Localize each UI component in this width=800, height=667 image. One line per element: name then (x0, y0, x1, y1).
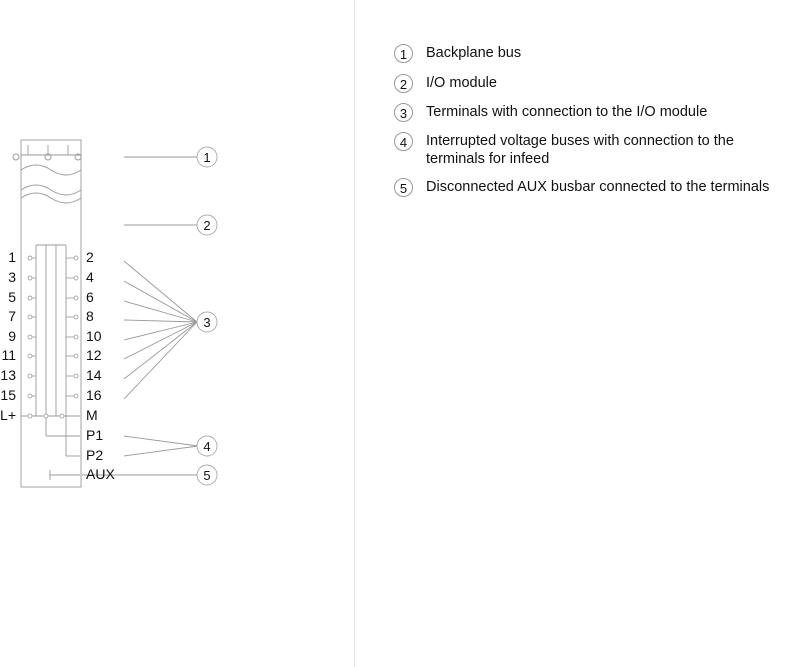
terminal-label-left: 11 (1, 347, 16, 363)
terminal-label-left: 5 (8, 289, 16, 305)
leader-3 (124, 281, 197, 322)
backplane-wave-top (21, 165, 81, 175)
callout-5-label: 5 (203, 468, 211, 483)
leader-3 (124, 261, 197, 322)
callout-1-label: 1 (203, 150, 211, 165)
terminal-label-left: 1 (8, 249, 16, 265)
leader-3 (124, 322, 197, 399)
terminal-marker (28, 354, 32, 358)
bus-junction (60, 414, 64, 418)
callout-5 (197, 465, 217, 485)
terminal-marker (28, 256, 32, 260)
terminal-marker (74, 256, 78, 260)
legend-number: 1 (394, 44, 413, 63)
terminal-marker (28, 315, 32, 319)
terminal-label-right: P1 (86, 427, 104, 443)
legend-item-1 (394, 44, 800, 63)
module-housing (21, 140, 81, 487)
leader-4 (124, 436, 198, 446)
legend-text: I/O module (426, 75, 497, 91)
terminal-label-right: P2 (86, 447, 104, 463)
legend-item-3 (394, 103, 800, 122)
leader-4 (124, 446, 198, 456)
terminal-marker (28, 276, 32, 280)
terminal-label-right: AUX (86, 466, 115, 482)
terminal-label-right: 14 (86, 367, 102, 383)
callout-4 (197, 436, 217, 456)
leader-3 (124, 301, 197, 322)
terminal-marker (74, 296, 78, 300)
leader-3 (124, 320, 197, 322)
terminal-marker (74, 394, 78, 398)
terminal-marker (74, 276, 78, 280)
terminal-label-right: 12 (86, 347, 102, 363)
terminal-label-left: 7 (8, 308, 16, 324)
terminal-marker (74, 335, 78, 339)
bus-junction (44, 414, 48, 418)
terminal-marker (74, 354, 78, 358)
callout-1 (197, 147, 217, 167)
legend-text: Disconnected AUX busbar connected to the terminals (426, 179, 770, 195)
legend-number: 2 (394, 74, 413, 93)
callout-3-label: 3 (203, 315, 211, 330)
terminal-marker (28, 335, 32, 339)
terminal-label-left: L+ (0, 407, 16, 423)
callout-4-label: 4 (203, 439, 211, 454)
terminal-label-left: 9 (8, 328, 16, 344)
terminal-marker (28, 296, 32, 300)
callout-3 (197, 312, 217, 332)
backplane-pin (13, 154, 19, 160)
legend-item-5 (394, 178, 800, 197)
legend-item-4 (394, 132, 786, 168)
callout-2 (197, 215, 217, 235)
leader-3 (124, 322, 197, 359)
terminal-label-left: 15 (0, 387, 16, 403)
legend-number: 5 (394, 178, 413, 197)
module-diagram (0, 0, 354, 667)
legend-item-2 (394, 74, 800, 93)
terminal-label-right: 10 (86, 328, 102, 344)
legend-text: Interrupted voltage buses with connection to the terminals for infeed (426, 133, 734, 167)
bus-junction (28, 414, 32, 418)
terminal-label-right: 2 (86, 249, 94, 265)
terminal-marker (28, 374, 32, 378)
callout-2-label: 2 (203, 218, 211, 233)
terminal-label-right: M (86, 407, 98, 423)
terminal-label-right: 6 (86, 289, 94, 305)
terminal-label-left: 13 (0, 367, 16, 383)
legend-text: Backplane bus (426, 45, 522, 61)
terminal-label-left: 3 (8, 269, 16, 285)
terminal-marker (28, 394, 32, 398)
legend-number: 4 (394, 132, 413, 151)
terminal-marker (74, 374, 78, 378)
legend-text: Terminals with connection to the I/O module (426, 104, 708, 120)
terminal-label-right: 4 (86, 269, 94, 285)
panel-divider (354, 0, 355, 667)
legend-number: 3 (394, 103, 413, 122)
leader-3-group (124, 261, 197, 399)
terminal-marker (74, 315, 78, 319)
terminal-label-right: 8 (86, 308, 94, 324)
terminal-label-right: 16 (86, 387, 102, 403)
